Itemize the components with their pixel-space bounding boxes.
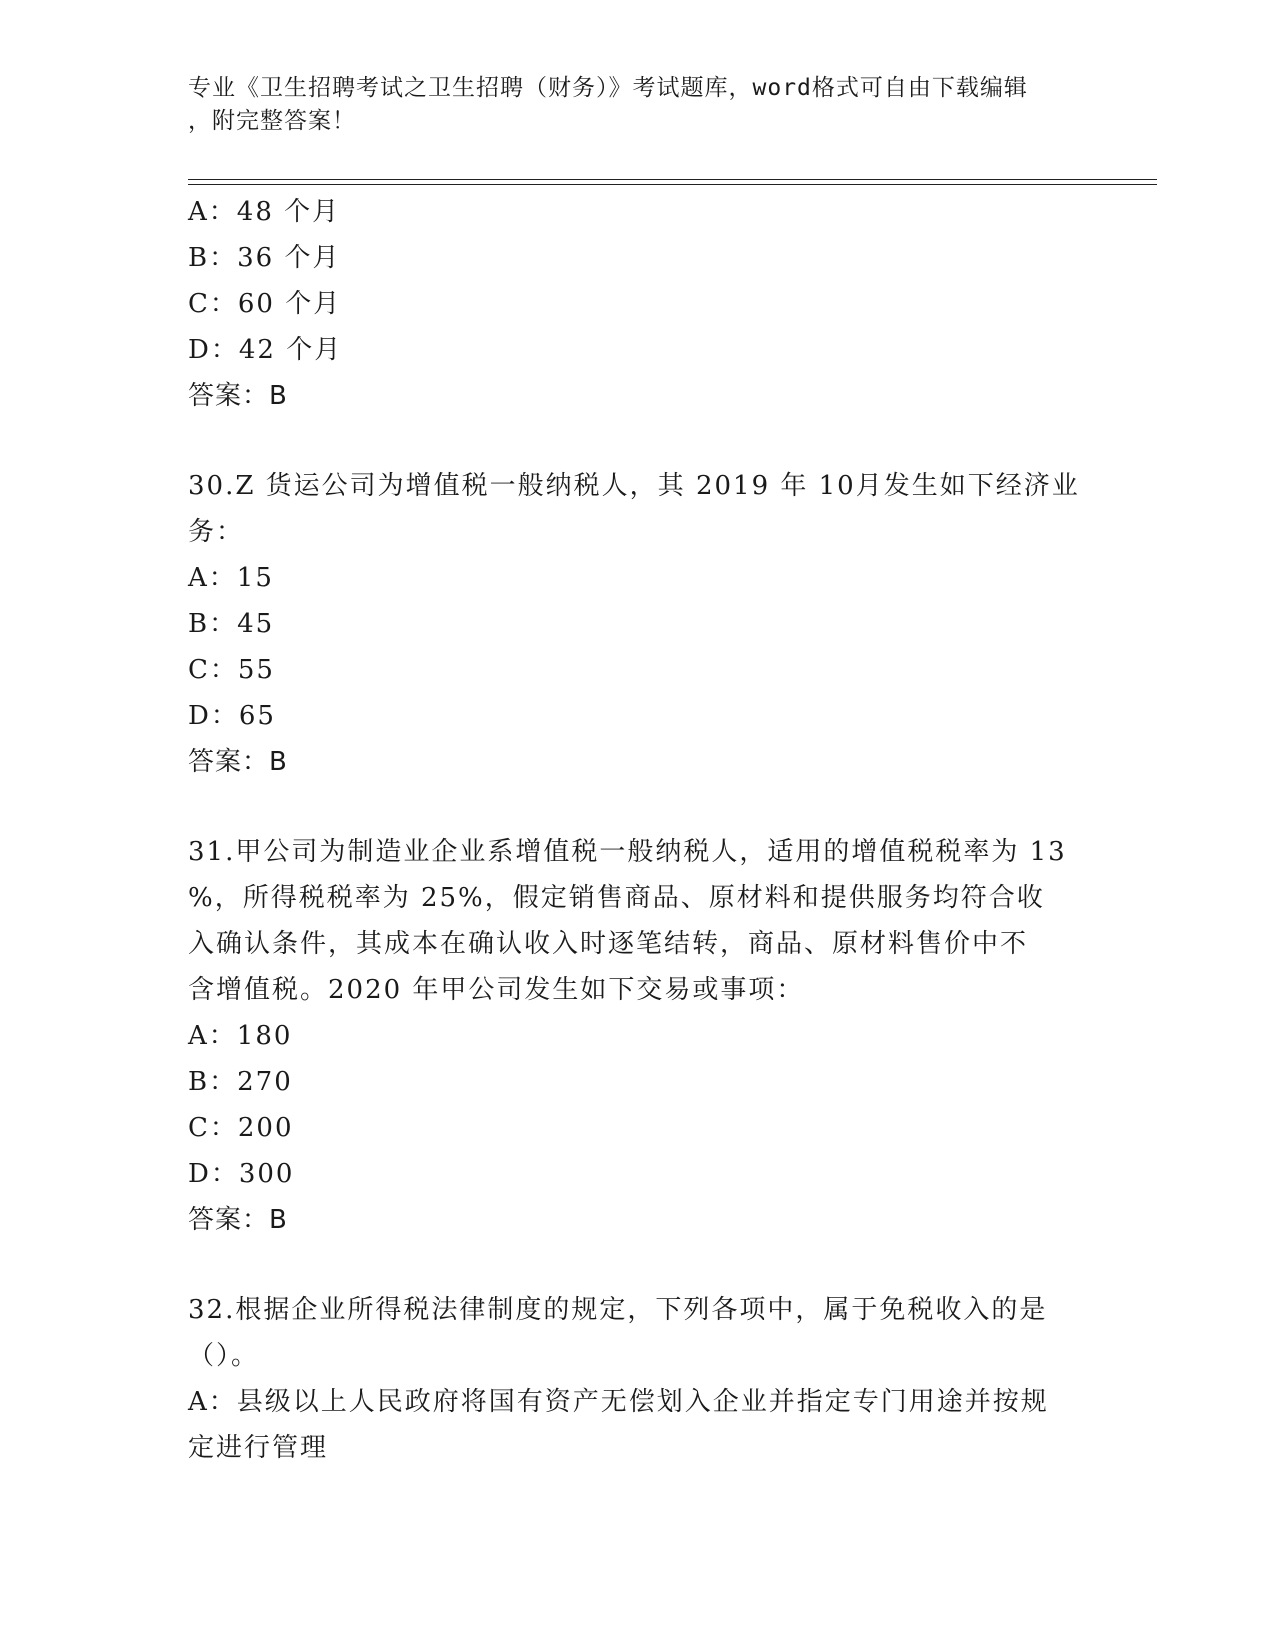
spacer — [188, 1243, 1088, 1287]
option-text-line: A：县级以上人民政府将国有资产无偿划入企业并指定专门用途并按规 — [188, 1387, 1049, 1417]
question-text-line: %，所得税税率为 25%，假定销售商品、原材料和提供服务均符合收 — [188, 883, 1045, 913]
question-text-line: 务： — [188, 517, 245, 547]
option-c: C：60 个月 — [188, 289, 342, 319]
question-32 — [188, 1287, 1088, 1471]
question-text-line: 31.甲公司为制造业企业系增值税一般纳税人，适用的增值税税率为 13 — [188, 837, 1067, 867]
option-d: D：65 — [188, 701, 276, 731]
answer-line: 答案：B — [188, 747, 288, 777]
question-text-line: 32.根据企业所得税法律制度的规定，下列各项中，属于免税收入的是 — [188, 1295, 1048, 1325]
option-a: A：48 个月 — [188, 197, 341, 227]
document-header — [188, 72, 1088, 138]
option-b: B：36 个月 — [188, 243, 341, 273]
option-a: A：180 — [188, 1021, 293, 1051]
question-text — [188, 829, 1078, 1013]
spacer — [188, 785, 1088, 829]
header-line-2: ，附完整答案！ — [188, 108, 356, 134]
header-divider-bottom — [188, 184, 1157, 185]
question-30 — [188, 463, 1088, 785]
answer-line: 答案：B — [188, 1205, 288, 1235]
header-line-1: 专业《卫生招聘考试之卫生招聘（财务）》考试题库，word格式可自由下载编辑 — [188, 75, 1028, 101]
question-text-line: 含增值税。2020 年甲公司发生如下交易或事项： — [188, 975, 805, 1005]
header-divider-top — [188, 179, 1157, 180]
option-text-line: 定进行管理 — [188, 1433, 329, 1463]
option-d: D：300 — [188, 1159, 295, 1189]
answer-line: 答案：B — [188, 381, 288, 411]
option-b: B：270 — [188, 1067, 293, 1097]
question-29 — [188, 189, 1088, 419]
question-31 — [188, 829, 1088, 1243]
question-text — [188, 463, 1078, 555]
option-c: C：200 — [188, 1113, 294, 1143]
question-text — [188, 1287, 1078, 1379]
question-text-line: （）。 — [188, 1341, 260, 1371]
option-c: C：55 — [188, 655, 275, 685]
option-d: D：42 个月 — [188, 335, 343, 365]
option-a — [188, 1379, 1078, 1471]
question-content — [188, 189, 1088, 1471]
question-text-line: 30.Z 货运公司为增值税一般纳税人，其 2019 年 10月发生如下经济业 — [188, 471, 1080, 501]
option-b: B：45 — [188, 609, 275, 639]
option-a: A：15 — [188, 563, 274, 593]
question-text-line: 入确认条件，其成本在确认收入时逐笔结转，商品、原材料售价中不 — [188, 929, 1029, 959]
spacer — [188, 419, 1088, 463]
